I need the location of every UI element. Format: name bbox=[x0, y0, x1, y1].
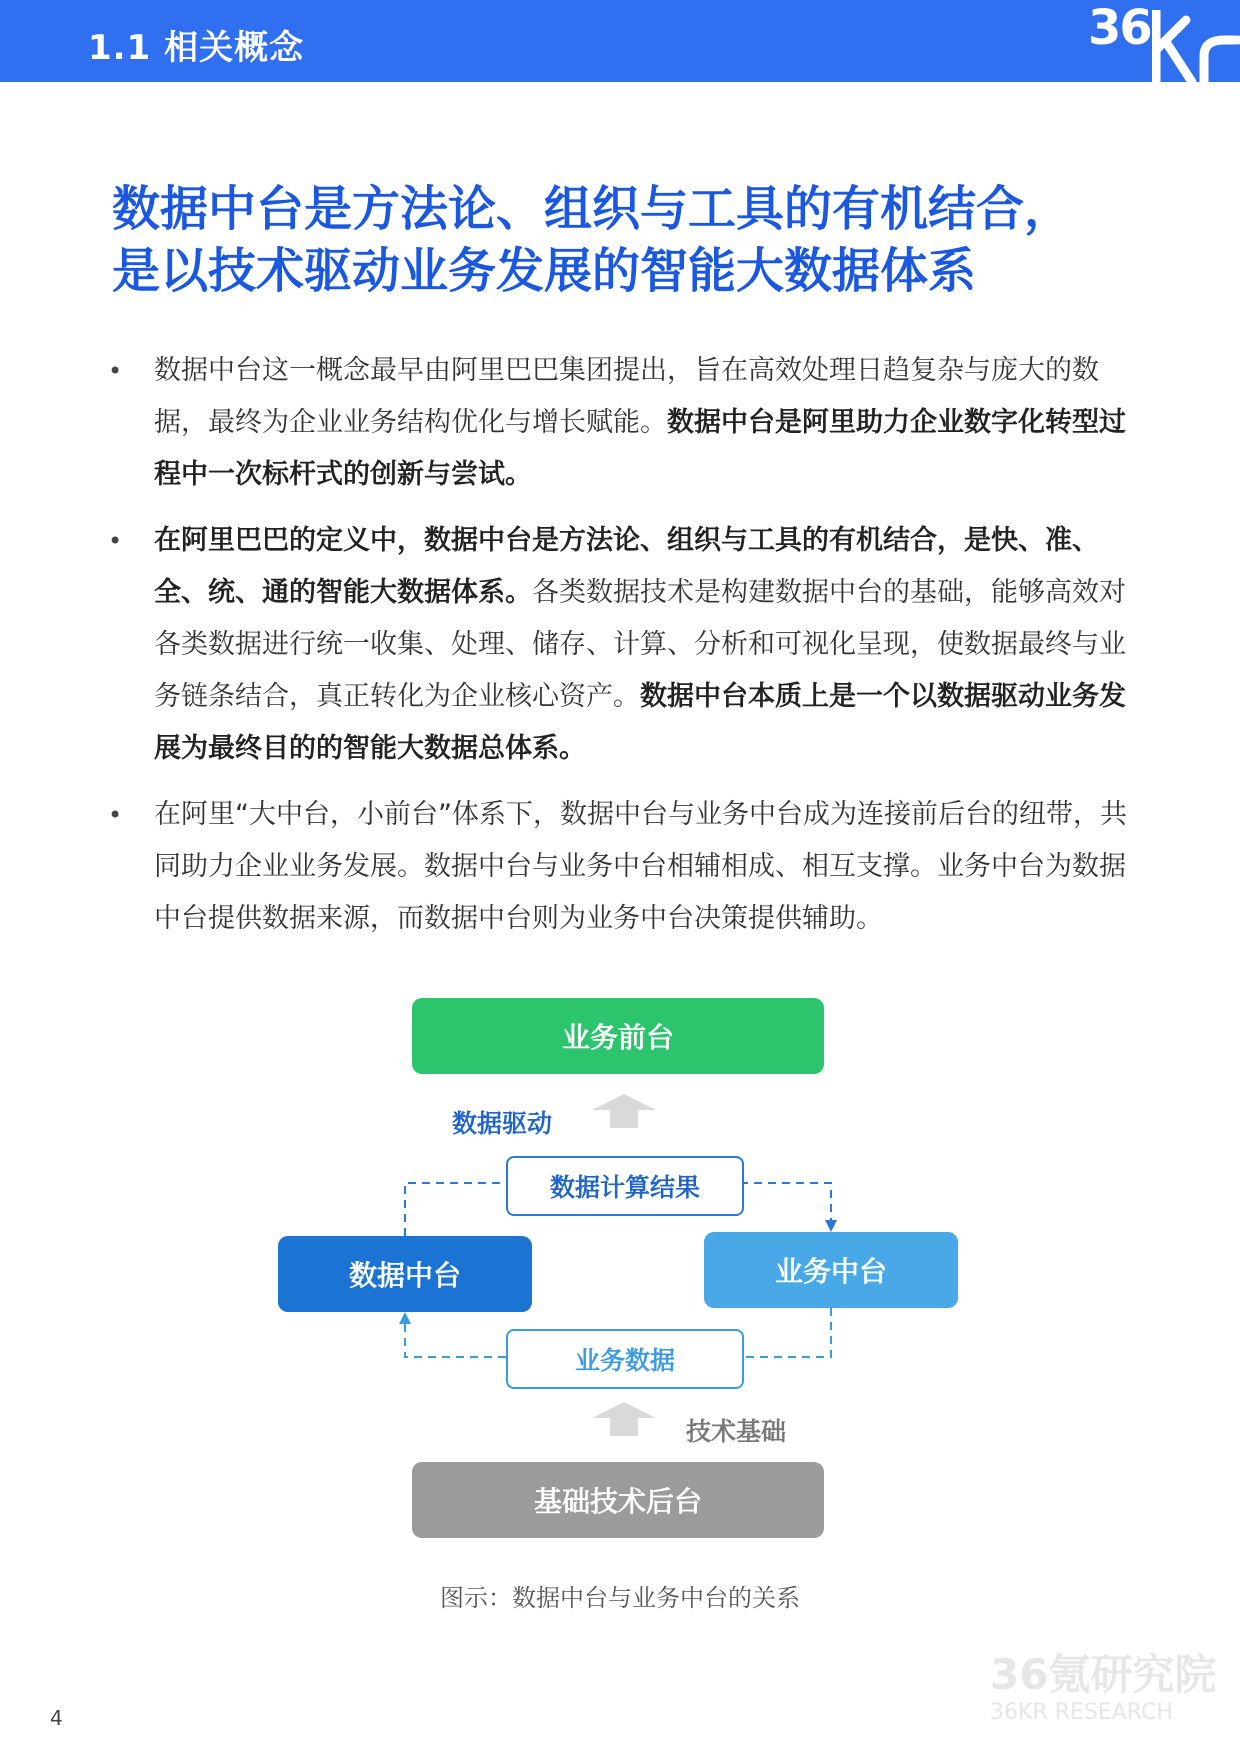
watermark-line-1: 36氪研究院 bbox=[990, 1650, 1217, 1699]
bullet-item-3 bbox=[104, 789, 1144, 945]
main-title-line-1: 数据中台是方法论、组织与工具的有机结合， bbox=[112, 181, 1073, 237]
bullet-list bbox=[104, 345, 1144, 959]
up-arrow-drive-icon bbox=[592, 1094, 656, 1128]
logo-number: 36 bbox=[1088, 0, 1151, 56]
compute-result-box: 数据计算结果 bbox=[506, 1156, 744, 1216]
bullet-2-bold-a: 在阿里巴巴的定义中，数据中台是方法论、组织与工具的有机结合，是快、准、全、统、通的智能大数据体系。 bbox=[154, 525, 1099, 608]
logo-kr-mark-icon bbox=[1152, 10, 1240, 82]
arrow-down-icon bbox=[825, 1220, 837, 1232]
watermark-line-2: 36KR RESEARCH bbox=[990, 1700, 1173, 1725]
section-title: 1.1 相关概念 bbox=[88, 28, 305, 68]
header-band bbox=[0, 0, 1240, 82]
business-center-box: 业务中台 bbox=[704, 1232, 958, 1308]
tech-base-label: 技术基础 bbox=[686, 1417, 787, 1446]
bullet-dot-icon: • bbox=[108, 801, 123, 829]
bullet-item-2 bbox=[104, 515, 1144, 775]
backend-box: 基础技术后台 bbox=[412, 1462, 824, 1538]
bullet-3-text: 在阿里“大中台，小前台”体系下，数据中台与业务中台成为连接前后台的纽带，共同助力企业业务发展。数据中台与业务中台相辅相成、相互支撑。业务中台为数据中台提供数据来源，而数据中台则为业务中台决策提供辅助。 bbox=[154, 799, 1127, 934]
bullet-item-1 bbox=[104, 345, 1144, 501]
main-title-line-2: 是以技术驱动业务发展的智能大数据体系 bbox=[112, 243, 977, 299]
brand-logo bbox=[1080, 0, 1240, 82]
arrow-up-icon bbox=[399, 1312, 411, 1324]
figure-caption: 图示：数据中台与业务中台的关系 bbox=[440, 1584, 800, 1612]
business-frontend-box: 业务前台 bbox=[412, 998, 824, 1074]
business-data-box: 业务数据 bbox=[506, 1329, 744, 1389]
main-title bbox=[112, 178, 1152, 302]
bullet-dot-icon: • bbox=[108, 527, 123, 555]
data-center-box: 数据中台 bbox=[278, 1236, 532, 1312]
bullet-2-text: 各类数据技术是构建数据中台的基础，能够高效对各类数据进行统一收集、处理、储存、计算、分析和可视化呈现，使数据最终与业务链条结合，真正转化为企业核心资产。 bbox=[154, 577, 1126, 712]
relationship-diagram bbox=[0, 990, 1240, 1550]
bullet-1-bold: 数据中台是阿里助力企业数字化转型过程中一次标杆式的创新与尝试。 bbox=[154, 407, 1126, 490]
up-arrow-tech-icon bbox=[592, 1402, 656, 1436]
page-number: 4 bbox=[50, 1706, 63, 1730]
bullet-1-text: 数据中台这一概念最早由阿里巴巴集团提出，旨在高效处理日趋复杂与庞大的数据，最终为企业业务结构优化与增长赋能。 bbox=[154, 355, 1099, 438]
data-drive-label: 数据驱动 bbox=[452, 1109, 553, 1138]
bullet-dot-icon: • bbox=[108, 357, 123, 385]
bullet-2-bold-b: 数据中台本质上是一个以数据驱动业务发展为最终目的的智能大数据总体系。 bbox=[154, 681, 1126, 764]
watermark bbox=[990, 1652, 1216, 1728]
